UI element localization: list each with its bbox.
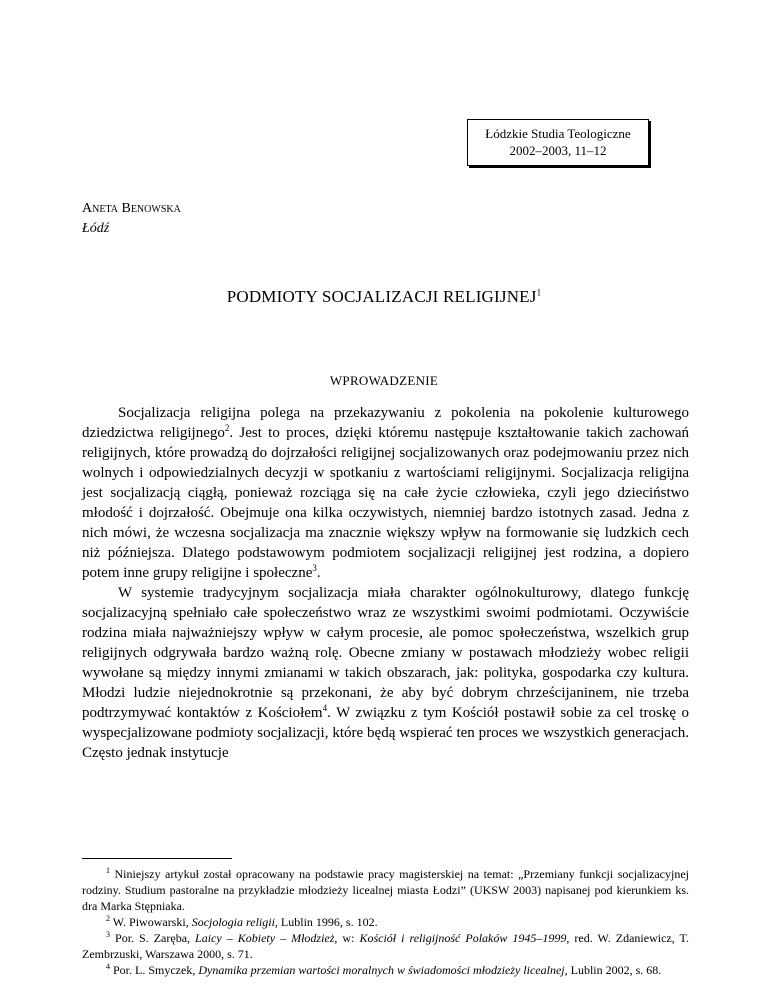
author-block: [82, 199, 181, 239]
journal-name: Łódzkie Studia Teologiczne: [485, 126, 631, 141]
journal-info-box: [467, 119, 649, 166]
paragraph: W systemie tradycyjnym socjalizacja miała charakter ogólnokulturowy, dlatego funkcję socjalizacyjną spełniało całe społeczeństwo wraz ze wszystkimi swoimi podmiotami. Oczywiście rodzina miała najważniejszy wpływ w całym procesie, ale pomoc społeczeństwa, wszelkich grup religijnych odgrywała bardzo ważną rolę. Obecne zmiany w postawach młodzieży wobec religii wywołane są między innymi zmianami w takich obszarach, jak: polityka, gospodarka czy kultura. Młodzi ludzie niejednokrotnie są przekonani, że aby być dobrym chrześcijaninem, nie trzeba podtrzymywać kontaktów z Kościołem$^4$. W związku z tym Kościół postawił sobie za cel troskę o wyspecjalizowane podmioty socjalizacji, które będą wspierać ten proces we wszystkich generacjach. Często jednak instytucje: [82, 585, 689, 761]
article-body: [82, 403, 689, 763]
footnotes: [82, 866, 689, 978]
paragraph: Socjalizacja religijna polega na przekazywaniu z pokolenia na pokolenie kulturowego dziedzictwa religijnego$^2$. Jest to proces, dzięki któremu następuje kształtowanie takich zachowań religijnych, które prowadzą do dojrzałości religijnej socjalizowanych oraz podejmowaniu przez nich wolnych i odpowiedzialnych decyzji w spotkaniu z wartościami religijnymi. Socjalizacja religijna jest socjalizacją ciągłą, ponieważ rozciąga się na całe życie człowieka, czyli jego dzieciństwo młodość i dojrzałość. Obejmuje ona kilka oczywistych, niemniej bardzo istotnych zasad. Jedna z nich mówi, że wczesna socjalizacja ma znacznie większy wpływ na formowanie się ludzkich cech niż późniejsza. Dlatego podstawowym podmiotem socjalizacji religijnej jest rodzina, a dopiero potem inne grupy religijne i społeczne$^3$.: [82, 405, 689, 581]
author-name: Aneta Benowska: [82, 201, 181, 216]
journal-volume: 2002–2003, 11–12: [509, 143, 607, 158]
author-city: Łódź: [82, 221, 110, 236]
section-heading: WPROWADZENIE: [329, 373, 439, 388]
title-footnote-marker: 1: [536, 287, 542, 298]
footnote: $^3$ Por. S. Zaręba, Laicy – Kobiety – Młodzież, w: Kościół i religijność Polaków 1945–1999, red. W. Zdaniewicz, T. Zembrzuski, Warszawa 2000, s. 71.: [82, 930, 689, 961]
article-title: PODMIOTY SOCJALIZACJI RELIGIJNEJ$^1$: [226, 287, 542, 306]
footnote: $^4$ Por. L. Smyczek, Dynamika przemian wartości moralnych w świadomości młodzieży licealnej, Lublin 2002, s. 68.: [106, 962, 662, 977]
footnote: $^2$ W. Piwowarski, Socjologia religii, Lublin 1996, s. 102.: [106, 914, 378, 929]
footnote-divider: [82, 858, 232, 859]
footnote: $^1$ Niniejszy artykuł został opracowany na podstawie pracy magisterskiej na temat: „Przemiany funkcji socjalizacyjnej rodziny. Studium pastoralne na przykładzie młodzieży licealnej miasta Łodzi” (UKSW 2003) napisanej pod kierunkiem ks. dra Marka Stępniaka.: [82, 866, 690, 913]
